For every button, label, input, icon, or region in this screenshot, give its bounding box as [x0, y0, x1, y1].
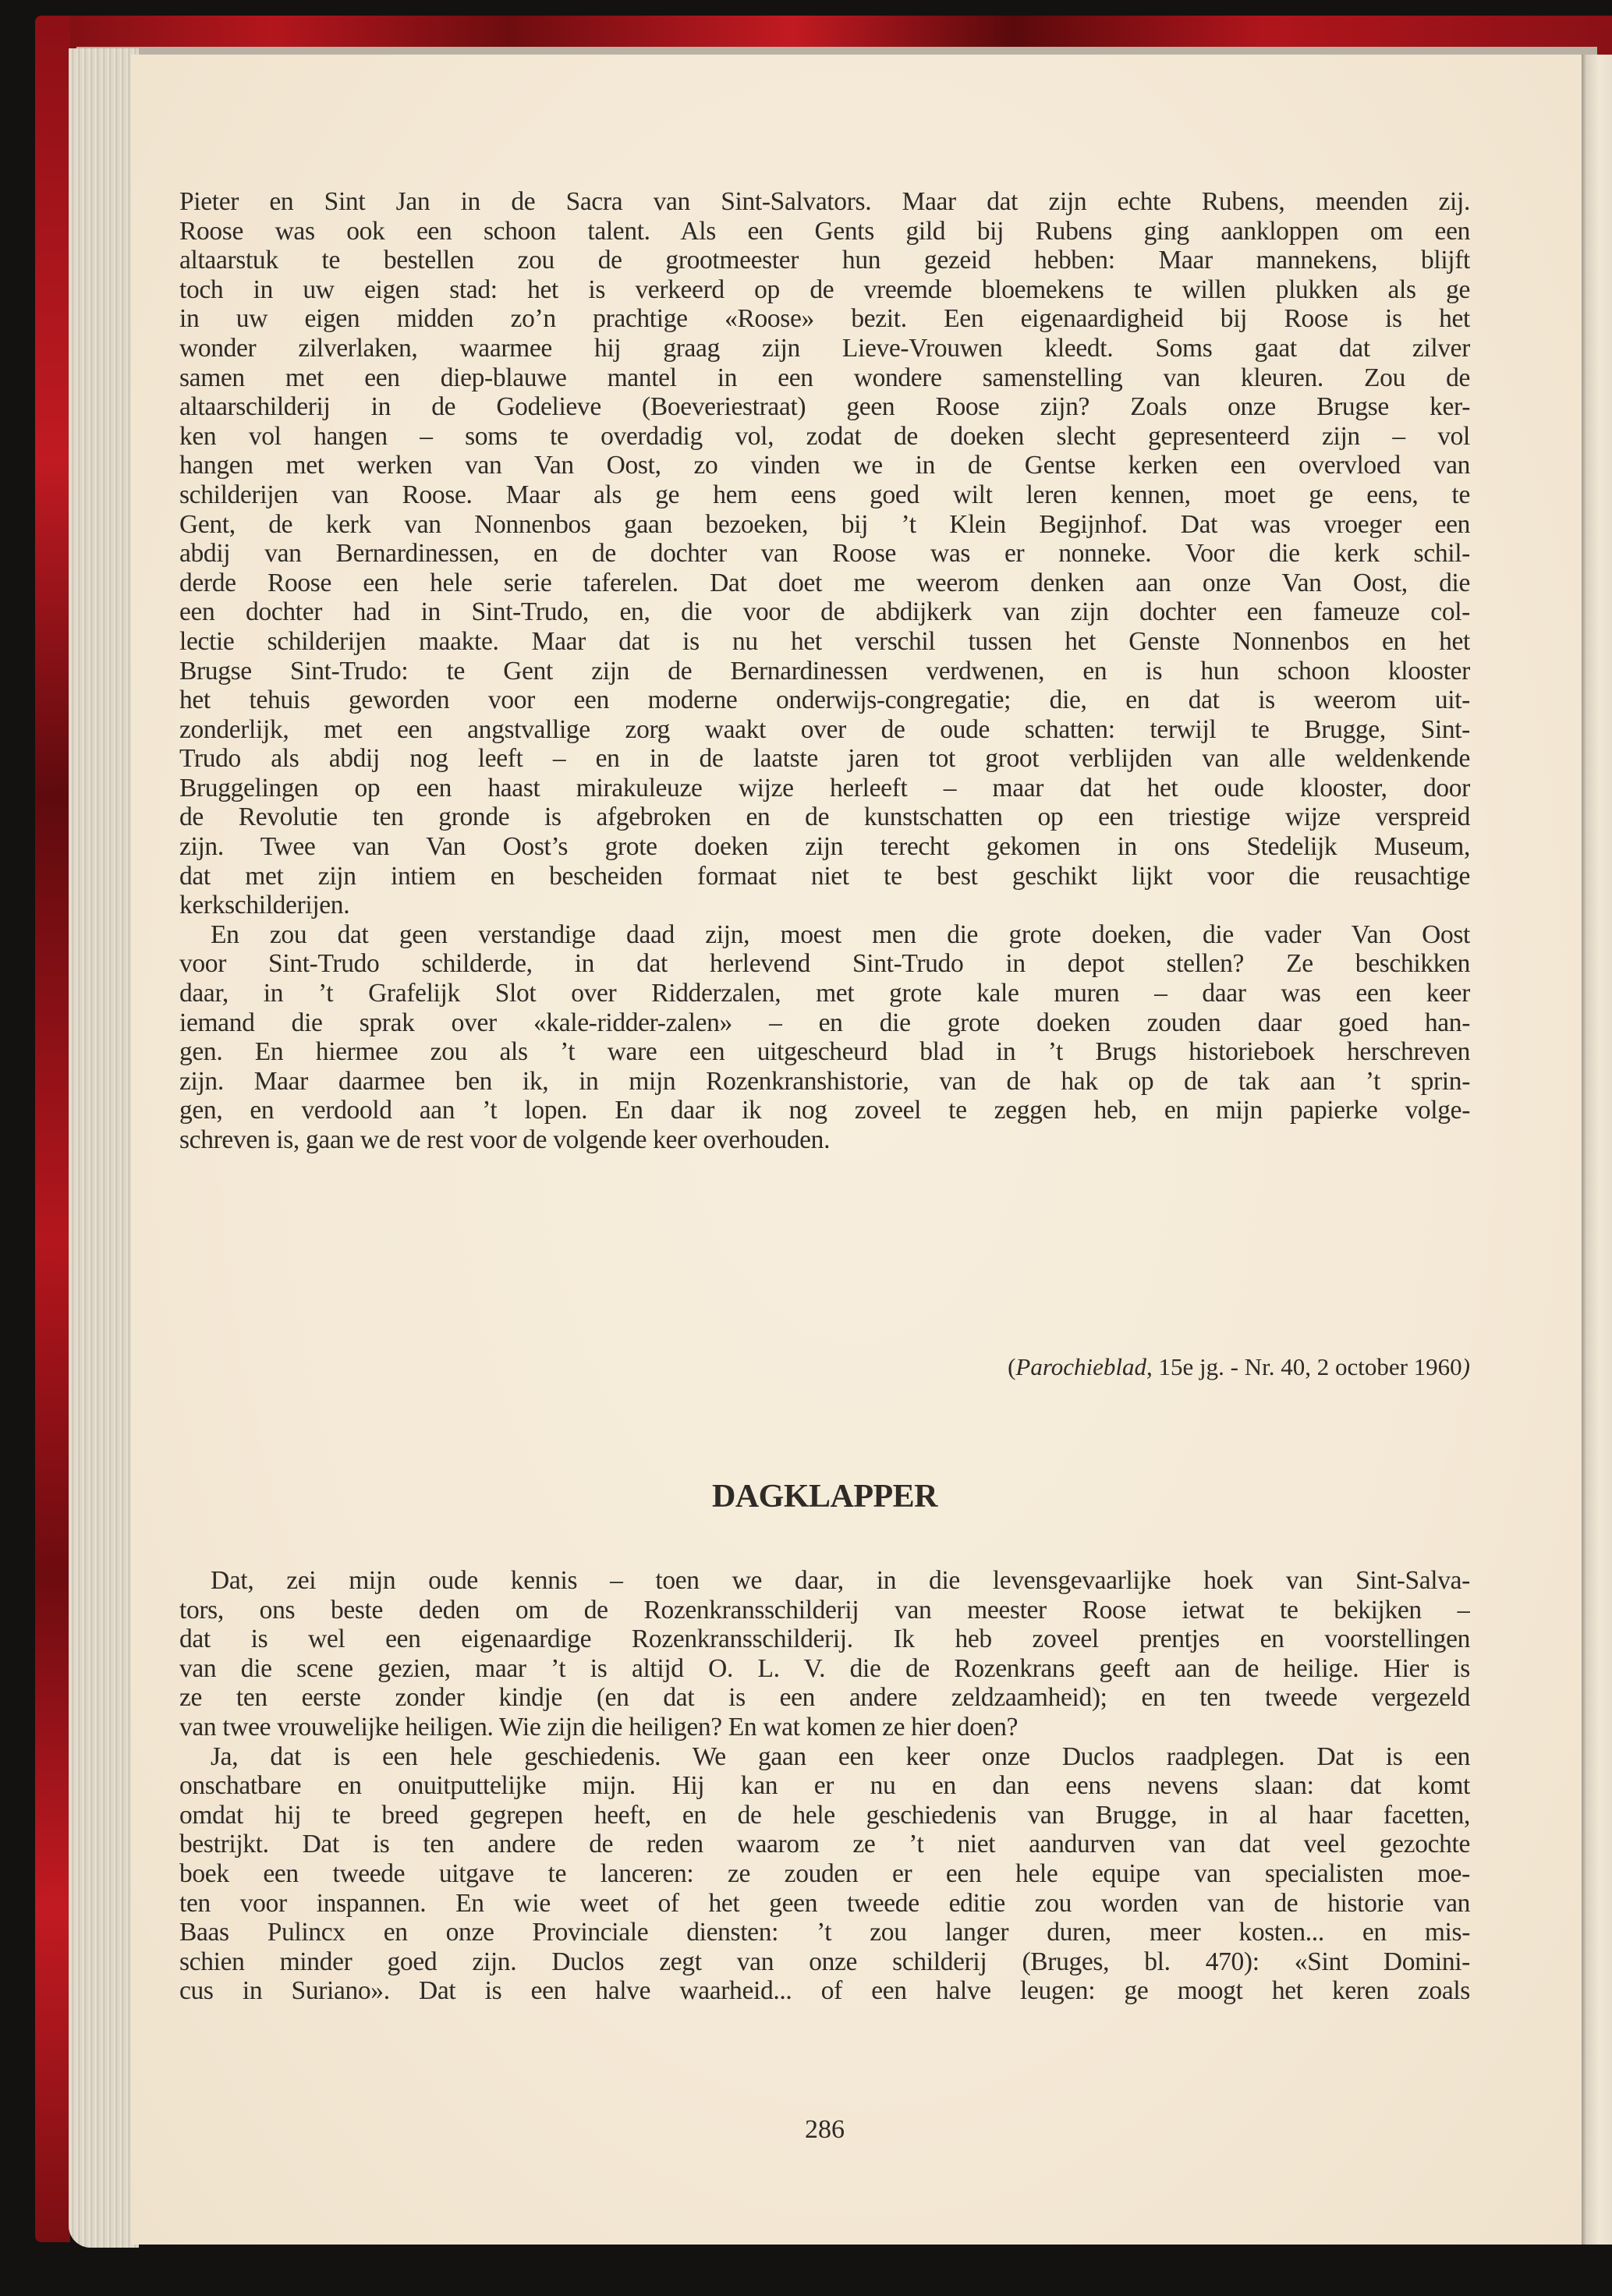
citation-details: , 15e jg. - Nr. 40, 2 october 1960 — [1146, 1353, 1462, 1380]
text-line: onschatbare en onuitputtelijke mijn. Hij kan er nu en dan eens nevens slaan: dat komt — [179, 1771, 1470, 1801]
text-line: zijn. Maar daarmee ben ik, in mijn Rozenkranshistorie, van de hak op de tak aan ’t sprin- — [179, 1066, 1470, 1096]
text-line: zonderlijk, met een angstvallige zorg waakt over de oude schatten: terwijl te Brugge, Sint- — [179, 714, 1470, 744]
text-line: in uw eigen midden zo’n prachtige «Roose» bezit. Een eigenaardigheid bij Roose is het — [179, 304, 1470, 334]
text-line: gen, en verdoold aan ’t lopen. En daar ik nog zoveel te zeggen heb, en mijn papierke volge- — [179, 1096, 1470, 1125]
page-top-edge — [76, 47, 1597, 55]
text-line: Ja, dat is een hele geschiedenis. We gaan een keer onze Duclos raadplegen. Dat is een — [211, 1741, 1470, 1771]
text-line: altaarstuk te bestellen zou de grootmeester hun gezeid hebben: Maar mannekens, blijft — [179, 246, 1470, 275]
text-line: tors, ons beste deden om de Rozenkransschilderij van meester Roose ietwat te bekijken – — [179, 1595, 1470, 1625]
text-line: de Revolutie ten gronde is afgebroken en de kunstschatten op een triestige wijze verspreid — [179, 803, 1470, 832]
section-heading: DAGKLAPPER — [712, 1479, 937, 1515]
body-text-section-2 — [179, 1566, 1470, 2006]
body-text-section-1 — [179, 187, 1470, 1155]
text-line: dat met zijn intiem en bescheiden formaat niet te best geschikt lijkt voor die reusachtige — [179, 861, 1470, 891]
citation-open: ( — [1008, 1353, 1016, 1380]
text-line: van die scene gezien, maar ’t is altijd O. L. V. die de Rozenkrans geeft aan de heilige. Hier is — [179, 1653, 1470, 1683]
text-line: Gent, de kerk van Nonnenbos gaan bezoeken, bij ’t Klein Begijnhof. Dat was vroeger een — [179, 509, 1470, 539]
text-line: ken vol hangen – soms te overdadig vol, zodat de doeken slecht gepresenteerd zijn – vol — [179, 421, 1470, 451]
text-line: dat is wel een eigenaardige Rozenkransschilderij. Ik heb zoveel prentjes en voorstellingen — [179, 1625, 1470, 1654]
text-line: schilderijen van Roose. Maar als ge hem eens goed wilt leren kennen, moet ge eens, te — [179, 480, 1470, 509]
text-line: hangen met werken van Van Oost, zo vinden we in de Gentse kerken een overvloed van — [179, 451, 1470, 480]
page-number: 286 — [805, 2115, 845, 2144]
text-line: ten voor inspannen. En wie weet of het geen tweede editie zou worden van de historie van — [179, 1888, 1470, 1918]
text-line: omdat hij te breed gegrepen heeft, en de hele geschiedenis van Brugge, in al haar facetten, — [179, 1800, 1470, 1830]
text-line: Bruggelingen op een haast mirakuleuze wijze herleeft – maar dat het oude klooster, door — [179, 773, 1470, 803]
citation-source: Parochieblad — [1015, 1353, 1147, 1380]
text-line: Baas Pulincx en onze Provinciale diensten: ’t zou langer duren, meer kosten... en mis- — [179, 1918, 1470, 1947]
text-line: lectie schilderijen maakte. Maar dat is nu het verschil tussen het Genste Nonnenbos en het — [179, 626, 1470, 656]
text-line: daar, in ’t Grafelijk Slot over Ridderzalen, met grote kale muren – daar was een keer — [179, 979, 1470, 1008]
text-line: Brugse Sint-Trudo: te Gent zijn de Bernardinessen verdwenen, en is hun schoon klooster — [179, 656, 1470, 686]
text-line: Pieter en Sint Jan in de Sacra van Sint-Salvators. Maar dat zijn echte Rubens, meenden zij. — [179, 187, 1470, 216]
text-line: van twee vrouwelijke heiligen. Wie zijn die heiligen? En wat komen ze hier doen? — [179, 1712, 1019, 1741]
text-line: altaarschilderij in de Godelieve (Boeveriestraat) geen Roose zijn? Zoals onze Brugse ker- — [179, 392, 1470, 422]
text-line: zijn. Twee van Van Oost’s grote doeken zijn terecht gekomen in ons Stedelijk Museum, — [179, 832, 1470, 862]
text-line: abdij van Bernardinessen, en de dochter van Roose was er nonneke. Voor die kerk schil- — [179, 539, 1470, 569]
text-line: cus in Suriano». Dat is een halve waarheid... of een halve leugen: ge moogt het keren zoals — [179, 1976, 1470, 2006]
text-line: Roose was ook een schoon talent. Als een Gents gild bij Rubens ging aankloppen om een — [179, 216, 1470, 246]
text-line: een dochter had in Sint-Trudo, en, die voor de abdijkerk van zijn dochter een fameuze col- — [179, 597, 1470, 627]
text-line: Trudo als abdij nog leeft – en in de laatste jaren tot groot verblijden van alle weldenkende — [179, 744, 1470, 774]
text-line: Dat, zei mijn oude kennis – toen we daar, in die levensgevaarlijke hoek van Sint-Salva- — [211, 1566, 1470, 1595]
text-line: toch in uw eigen stad: het is verkeerd op de vreemde bloemekens te willen plukken als ge — [179, 275, 1470, 304]
text-line: gen. En hiermee zou als ’t ware een uitgescheurd blad in ’t Brugs historieboek herschreven — [179, 1037, 1470, 1067]
text-line: samen met een diep-blauwe mantel in een wondere samenstelling van kleuren. Zou de — [179, 363, 1470, 392]
text-line: schien minder goed zijn. Duclos zegt van onze schilderij (Bruges, bl. 470): «Sint Domini- — [179, 1947, 1470, 1976]
book-cover-left-binding — [35, 16, 70, 2242]
text-line: voor Sint-Trudo schilderde, in dat herlevend Sint-Trudo in depot stellen? Ze beschikken — [179, 949, 1470, 979]
text-line: het tehuis geworden voor een moderne onderwijs-congregatie; die, en dat is weerom uit- — [179, 686, 1470, 715]
text-line: ze ten eerste zonder kindje (en dat is een andere zeldzaamheid); en ten tweede vergezeld — [179, 1683, 1470, 1713]
text-line: En zou dat geen verstandige daad zijn, moest men die grote doeken, die vader Van Oost — [211, 919, 1470, 949]
citation-close: ) — [1461, 1353, 1470, 1380]
source-citation — [179, 1353, 1470, 1381]
text-line: schreven is, gaan we de rest voor de volgende keer overhouden. — [179, 1125, 831, 1154]
book-page — [131, 55, 1582, 2245]
text-line: kerkschilderijen. — [179, 891, 350, 920]
text-line: iemand die sprak over «kale-ridder-zalen» – en die grote doeken zouden daar goed han- — [179, 1008, 1470, 1037]
text-line: boek een tweede uitgave te lanceren: ze zouden er een hele equipe van specialisten moe- — [179, 1858, 1470, 1888]
next-page-edge — [1580, 55, 1612, 2245]
text-line: derde Roose een hele serie taferelen. Dat doet me weerom denken aan onze Van Oost, die — [179, 568, 1470, 597]
text-line: wonder zilverlaken, waarmee hij graag zijn Lieve-Vrouwen kleedt. Soms gaat dat zilver — [179, 333, 1470, 363]
text-line: bestrijkt. Dat is ten andere de reden waarom ze ’t niet aandurven van dat veel gezochte — [179, 1830, 1470, 1859]
page-stack-edges — [69, 48, 139, 2248]
